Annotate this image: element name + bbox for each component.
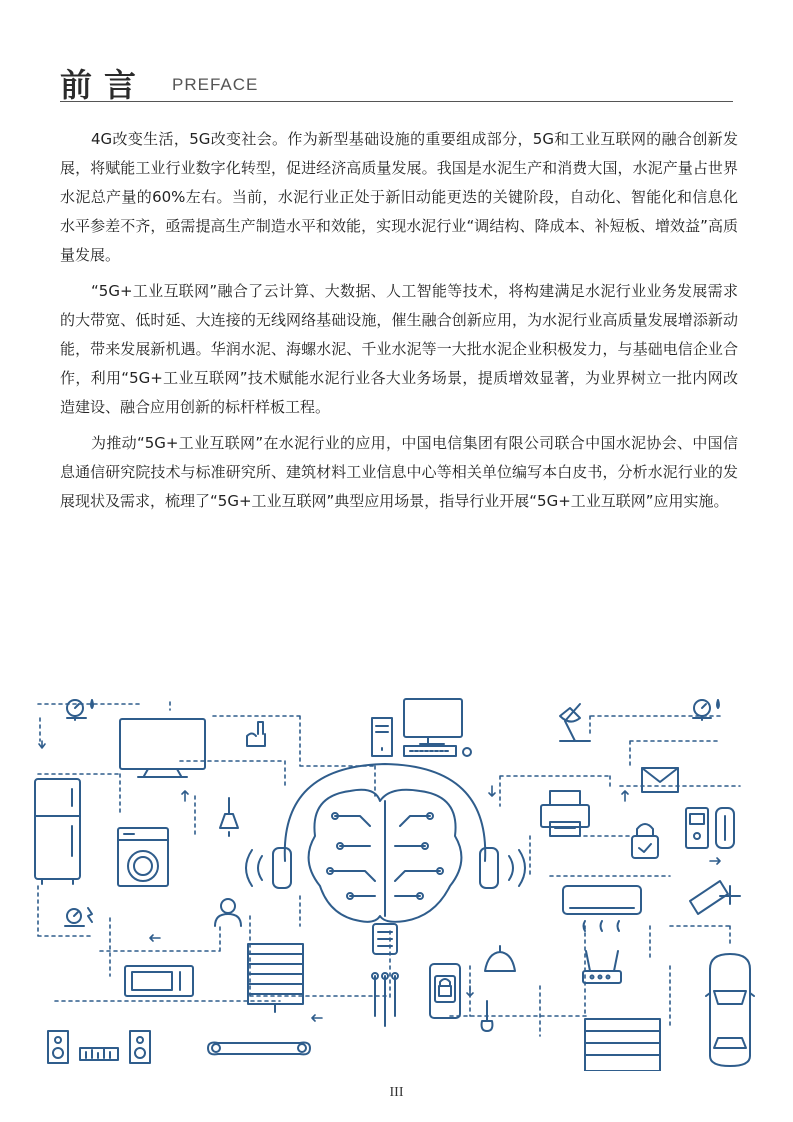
window-blinds-icon — [248, 944, 303, 1012]
paragraph-3: 为推动“5G+工业互联网”在水泥行业的应用，中国电信集团有限公司联合中国水泥协会、中国信息通信研究院技术与标准研究所、建筑材料工业信息中心等相关单位编写本白皮书，分析水泥行业的发展现状及需求，梳理了“5G+工业互联网”典型应用场景，指导行业开展“5G+工业互联网”应用实施。 — [60, 434, 738, 510]
washing-machine-icon — [118, 828, 168, 886]
gauge-icon-2 — [65, 908, 92, 926]
tv-icon — [120, 719, 205, 777]
page-number: III — [389, 1085, 404, 1100]
preface-body — [60, 125, 738, 523]
header-divider — [60, 101, 733, 102]
desktop-computer-icon — [372, 699, 471, 756]
telephone-icon — [247, 722, 265, 746]
hoverboard-icon — [208, 1043, 310, 1055]
desk-lamp-icon — [560, 704, 590, 741]
control-panel-icon — [686, 808, 734, 848]
mail-icon — [642, 768, 678, 792]
printer-icon — [541, 791, 589, 836]
user-icon — [215, 899, 241, 926]
pendant-lamp-icon — [220, 798, 238, 836]
page-header — [60, 60, 733, 102]
garage-door-icon — [585, 1019, 660, 1071]
wifi-router-icon — [583, 951, 621, 983]
ai-brain-icon — [246, 764, 525, 1026]
air-conditioner-icon — [563, 886, 641, 931]
page-title-english: PREFACE — [172, 75, 259, 94]
paragraph-2: “5G+工业互联网”融合了云计算、大数据、人工智能等技术，将构建满足水泥行业业务发展需求的大带宽、低时延、大连接的无线网络基础设施，催生融合创新应用，为水泥行业高质量发展增添新动能，带来发展新机遇。华润水泥、海螺水泥、千业水泥等一大批水泥企业积极发力，与基础电信企业合作，利用“5G+工业互联网”技术赋能水泥行业各大业务场景，提质增效显著，为业界树立一批内网改造建设、融合应用创新的标杆样板工程。 — [60, 282, 738, 416]
hanging-lamp-icon — [485, 946, 515, 971]
speaker-icon — [48, 1031, 150, 1063]
network-lines — [38, 702, 740, 1036]
page-title: 前言 — [60, 66, 149, 104]
gauge-icon-3 — [693, 700, 719, 720]
padlock-icon — [632, 824, 658, 858]
fridge-icon — [35, 779, 80, 884]
security-camera-icon — [690, 881, 740, 914]
microwave-icon — [125, 966, 193, 996]
car-icon — [706, 954, 754, 1066]
iot-network-illustration — [30, 686, 765, 1071]
phone-lock-icon — [430, 964, 492, 1031]
paragraph-1: 4G改变生活，5G改变社会。作为新型基础设施的重要组成部分，5G和工业互联网的融合创新发展，将赋能工业行业数字化转型，促进经济高质量发展。我国是水泥生产和消费大国，水泥产量占世界水泥总产量的60%左右。当前，水泥行业正处于新旧动能更迭的关键阶段，自动化、智能化和信息化水平参差不齐，亟需提高生产制造水平和效能，实现水泥行业“调结构、降成本、补短板、增效益”高质量发展。 — [60, 130, 738, 264]
gauge-icon — [67, 700, 93, 720]
